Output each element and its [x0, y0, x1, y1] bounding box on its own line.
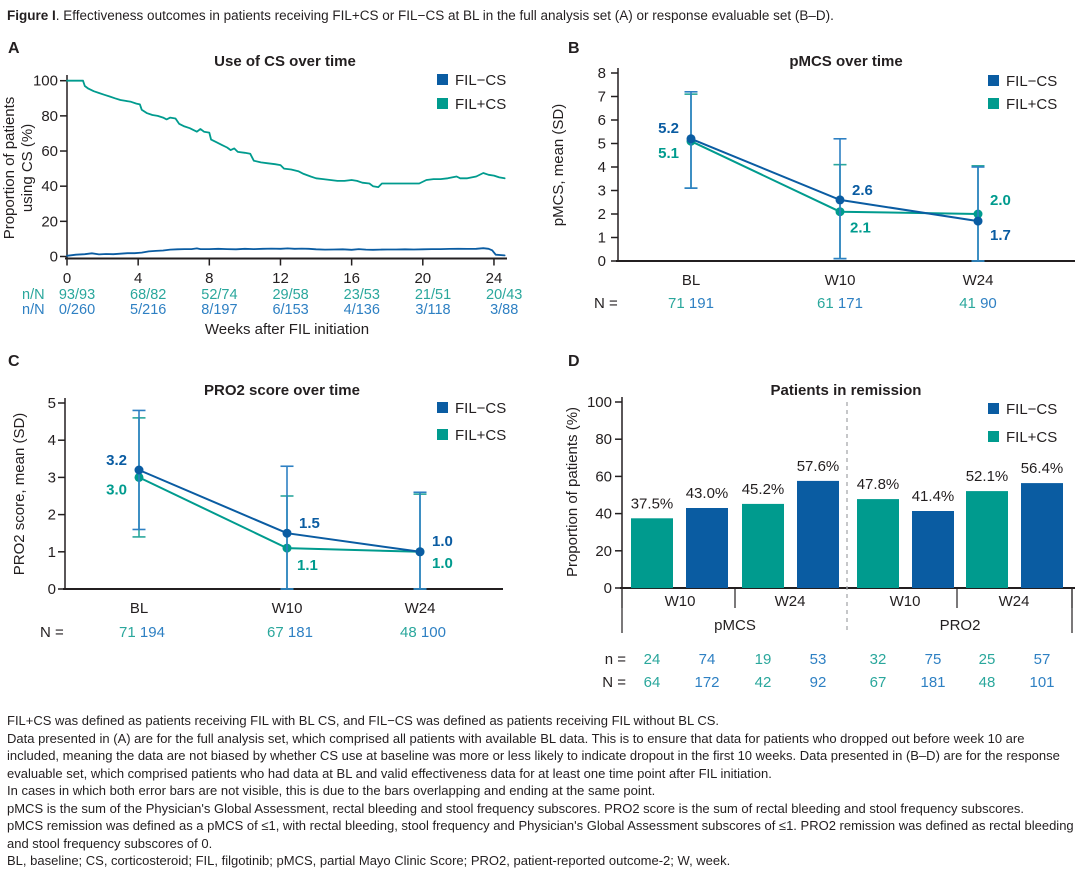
N-row-value: 181 [920, 674, 946, 691]
value-label: 2.1 [850, 219, 871, 237]
N-row-value: 64 [643, 674, 661, 691]
n-row-value: 53 [809, 651, 827, 668]
data-point [283, 529, 292, 538]
bar-blue [912, 511, 954, 588]
category-label: W10 [271, 600, 303, 617]
legend-label: FIL−CS [455, 400, 507, 417]
legend-swatch-fil-cs [988, 403, 999, 414]
y-tick-label: 40 [41, 178, 58, 196]
category-label: W24 [404, 600, 436, 617]
bar-teal [857, 499, 899, 588]
series-line-blue [67, 248, 505, 256]
figure-label: Figure I [7, 8, 56, 23]
y-tick-label: 100 [32, 72, 58, 90]
legend-swatch-fil-cs [988, 75, 999, 86]
legend-swatch-fil-cs [437, 429, 448, 440]
n-row-label: N = [40, 624, 64, 641]
n-row-value: 25 [978, 651, 996, 668]
figure-caption-text: . Effectiveness outcomes in patients receiving FIL+CS or FIL−CS at BL in the full analysis set (A) or response evaluable set (B–D). [55, 8, 834, 23]
series-line-teal [691, 141, 978, 214]
n-row-value: 75 [924, 651, 942, 668]
n-row-value: 71 191 [668, 295, 714, 312]
value-label: 1.0 [432, 532, 453, 550]
section-label: PRO2 [939, 617, 981, 634]
value-label: 1.1 [297, 557, 318, 575]
n-row-value: 74 [698, 651, 716, 668]
data-point [974, 217, 983, 226]
legend-label: FIL+CS [1006, 96, 1058, 113]
n-row-value: 48 100 [400, 624, 446, 641]
series-line-teal [67, 81, 505, 187]
value-label: 2.6 [852, 181, 873, 199]
legend-swatch-fil-cs [437, 402, 448, 413]
N-row-value: 92 [809, 674, 827, 691]
x-tick-label: 24 [485, 270, 503, 287]
bar-blue [1021, 483, 1063, 588]
n-row-value: 61 171 [817, 295, 863, 312]
N-row-label: N = [602, 674, 626, 691]
bar-teal [742, 504, 784, 588]
n-row-label: N = [594, 295, 618, 312]
n-row-value: 32 [869, 651, 887, 668]
bar-value-label: 41.4% [911, 487, 955, 505]
x-tick-label: 16 [343, 270, 360, 287]
data-point [135, 466, 144, 475]
legend-swatch-fil-cs [437, 98, 448, 109]
category-label: BL [681, 272, 701, 289]
y-tick-label: 1 [47, 543, 56, 561]
value-label: 1.7 [990, 227, 1011, 245]
legend-label: FIL+CS [1006, 429, 1058, 446]
bar-blue [797, 481, 839, 588]
panel-title: pMCS over time [789, 53, 903, 70]
footnote-line: pMCS remission was defined as a pMCS of ≤1, with rectal bleeding, stool frequency and Physician's Global Assessment subscores of ≤1. PRO2 remission was defined as rectal bleeding and stool frequency subscores of 0. [7, 818, 1074, 851]
value-label: 3.2 [106, 451, 127, 469]
y-axis-label: pMCS, mean (SD) [550, 103, 567, 227]
group-label: W24 [998, 593, 1030, 610]
section-label: pMCS [714, 617, 756, 634]
n-row-value: 8/197 [201, 302, 238, 318]
N-row-value: 101 [1029, 674, 1055, 691]
y-tick-label: 2 [597, 206, 606, 223]
category-label: BL [129, 600, 149, 617]
x-tick-label: 4 [133, 270, 143, 287]
series-line-blue [139, 470, 420, 552]
bar-value-label: 57.6% [796, 457, 840, 475]
x-axis-label: Weeks after FIL initiation [204, 321, 370, 338]
y-tick-label: 20 [41, 213, 58, 231]
y-tick-label: 8 [597, 65, 606, 82]
footnote-line: pMCS is the sum of the Physician's Global Assessment, rectal bleeding and stool frequency subscores. PRO2 score is the sum of rectal bleeding and stool frequency subscores. [7, 800, 1024, 816]
n-row-value: 52/74 [201, 287, 238, 303]
value-label: 1.0 [432, 554, 453, 572]
y-tick-label: 1 [597, 229, 606, 247]
y-tick-label: 100 [586, 394, 612, 411]
panel-letter: D [568, 353, 580, 370]
bar-value-label: 37.5% [630, 495, 674, 513]
y-tick-label: 0 [597, 253, 606, 270]
category-label: W24 [962, 272, 994, 289]
n-row-value: 29/58 [272, 287, 309, 303]
y-tick-label: 6 [597, 112, 606, 129]
n-row-value: 21/51 [414, 287, 452, 303]
y-tick-label: 60 [595, 468, 612, 486]
bar-value-label: 43.0% [685, 485, 729, 503]
bar-teal [966, 491, 1008, 588]
y-tick-label: 7 [597, 88, 606, 106]
n-row-value: 67 181 [267, 624, 313, 641]
panel-title: Patients in remission [770, 382, 922, 399]
n-row-value: 23/53 [343, 287, 380, 303]
n-row-value: 5/216 [130, 302, 167, 318]
y-axis-label: PRO2 score, mean (SD) [11, 412, 28, 576]
legend-label: FIL+CS [455, 96, 507, 113]
data-point [416, 547, 425, 556]
n-row-value: 41 90 [959, 295, 997, 312]
n-row-value: 57 [1033, 651, 1051, 668]
n-row-value: 68/82 [130, 287, 167, 303]
footnotes [7, 712, 1075, 870]
panel-letter: A [8, 40, 20, 57]
value-label: 2.0 [990, 192, 1011, 209]
footnote-line: In cases in which both error bars are not visible, this is due to the bars overlapping and ending at the same point. [7, 783, 656, 798]
y-axis-label: Proportion of patientsusing CS (%) [1, 96, 36, 240]
legend-swatch-fil-cs [988, 98, 999, 109]
y-tick-label: 5 [597, 135, 606, 153]
x-tick-label: 8 [205, 270, 214, 287]
panel-title: Use of CS over time [214, 53, 356, 70]
bar-value-label: 56.4% [1020, 460, 1064, 478]
n-row-value: 19 [754, 651, 772, 668]
y-tick-label: 4 [47, 432, 56, 450]
n-row-value: 20/43 [486, 287, 523, 303]
N-row-value: 42 [754, 674, 772, 691]
group-label: W10 [889, 593, 921, 610]
y-tick-label: 0 [49, 248, 58, 266]
group-label: W10 [664, 593, 696, 610]
y-tick-label: 4 [597, 159, 606, 176]
category-label: W10 [824, 272, 856, 289]
value-label: 5.1 [658, 145, 679, 163]
bar-teal [631, 518, 673, 588]
y-tick-label: 40 [595, 505, 612, 523]
y-tick-label: 0 [47, 581, 56, 598]
y-tick-label: 80 [595, 431, 612, 449]
legend-swatch-fil-cs [437, 74, 448, 85]
panel-title: PRO2 score over time [204, 382, 360, 399]
data-point [687, 134, 696, 143]
y-tick-label: 20 [595, 542, 612, 560]
n-row-value: 93/93 [58, 287, 96, 303]
bar-value-label: 47.8% [856, 476, 900, 494]
bar-value-label: 45.2% [741, 480, 785, 498]
x-tick-label: 12 [272, 270, 289, 287]
footnote-line: Data presented in (A) are for the full analysis set, which comprised all patients with available BL data. This is to ensure that data for patients who dropped out before week 10 are included, meaning the data are not biased by whether CS use at baseline was more or less likely to indicate dropout in the first 10 weeks. Data presented in (B–D) are for the response evaluable set, which comprised patients who had data at BL and valid effectiveness data for at least one time point after FIL initiation. [7, 730, 1060, 781]
n-row-value: 4/136 [343, 302, 380, 318]
n-row-value: 3/118 [415, 302, 451, 318]
y-tick-label: 60 [41, 143, 58, 161]
x-tick-label: 20 [414, 270, 432, 287]
N-row-value: 172 [694, 674, 720, 691]
footnote-line: BL, baseline; CS, corticosteroid; FIL, filgotinib; pMCS, partial Mayo Clinic Score; PRO2, patient-reported outcome-2; W, week. [7, 853, 731, 868]
footnote-line: FIL+CS was defined as patients receiving FIL with BL CS, and FIL−CS was defined as patients receiving FIL without BL CS. [7, 713, 719, 728]
y-tick-label: 3 [597, 182, 606, 200]
y-tick-label: 3 [47, 469, 56, 487]
n-row-label: n = [604, 651, 626, 668]
n-row-value: 71 194 [119, 624, 165, 641]
value-label: 1.5 [299, 515, 320, 533]
n-row-label: n/N [22, 287, 45, 303]
N-row-value: 67 [869, 674, 887, 691]
n-row-value: 6/153 [272, 302, 309, 318]
group-label: W24 [774, 593, 806, 610]
panel-letter: B [568, 40, 580, 57]
bar-blue [686, 508, 728, 588]
n-row-value: 0/260 [58, 302, 96, 318]
n-row-value: 24 [643, 651, 661, 668]
bar-value-label: 52.1% [965, 468, 1009, 486]
panel-letter: C [8, 353, 20, 370]
x-tick-label: 0 [62, 270, 72, 287]
y-tick-label: 2 [47, 506, 56, 524]
y-tick-label: 5 [47, 395, 56, 412]
n-row-label: n/N [22, 302, 45, 318]
legend-swatch-fil-cs [988, 431, 999, 442]
y-tick-label: 80 [41, 107, 58, 125]
legend-label: FIL−CS [1006, 401, 1058, 418]
n-row-value: 3/88 [490, 302, 519, 318]
value-label: 3.0 [106, 481, 127, 499]
data-point [836, 195, 845, 204]
legend-label: FIL−CS [455, 72, 507, 89]
y-axis-label: Proportion of patients (%) [564, 406, 581, 578]
N-row-value: 48 [978, 674, 996, 691]
value-label: 5.2 [658, 119, 679, 137]
y-tick-label: 0 [603, 580, 612, 597]
legend-label: FIL+CS [455, 427, 507, 444]
legend-label: FIL−CS [1006, 73, 1058, 90]
